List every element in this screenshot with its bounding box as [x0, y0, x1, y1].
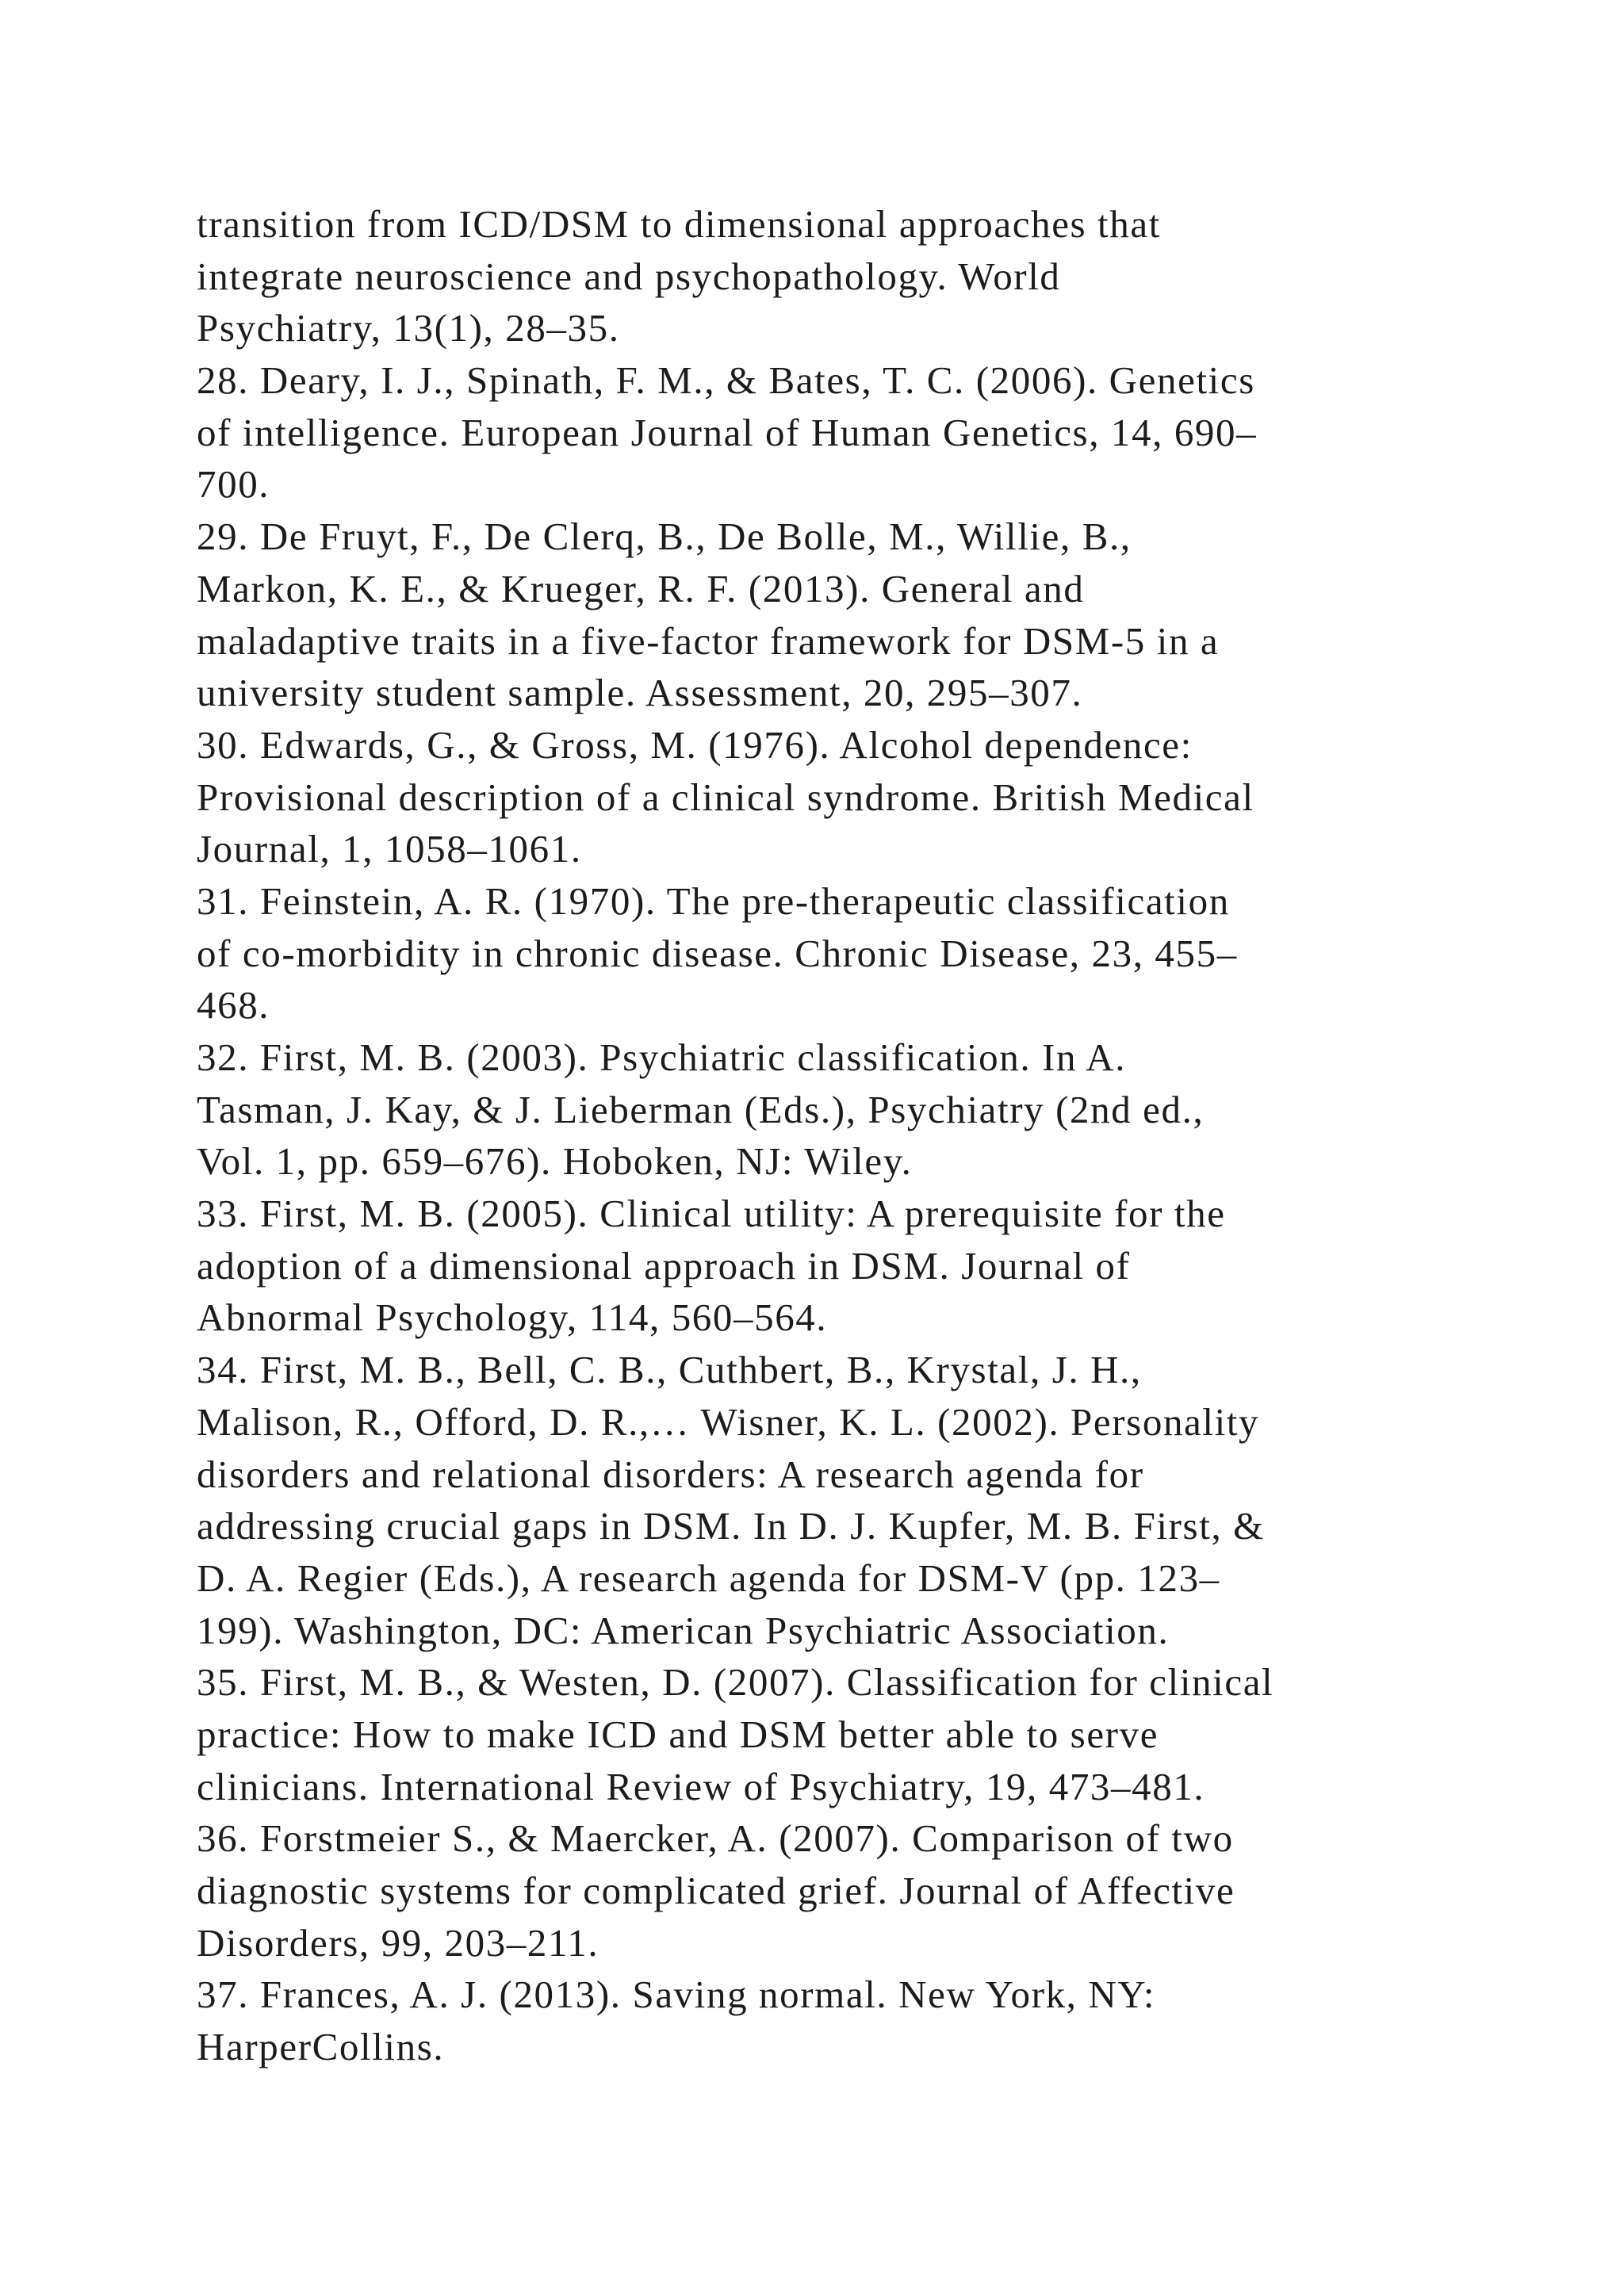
text-line: Tasman, J. Kay, & J. Lieberman (Eds.), Psychiatry (2nd ed.,: [197, 1087, 1205, 1131]
text-line: Vol. 1, pp. 659–676). Hoboken, NJ: Wiley.: [197, 1139, 913, 1184]
text-line: diagnostic systems for complicated grief. Journal of Affective: [197, 1869, 1235, 1912]
text-line: Disorders, 99, 203–211.: [197, 1920, 599, 1965]
text-line: maladaptive traits in a five-factor framework for DSM-5 in a: [197, 618, 1220, 663]
text-line: 29. De Fruyt, F., De Clerq, B., De Bolle, M., Willie, B.,: [197, 515, 1132, 559]
text-line: addressing crucial gaps in DSM. In D. J. Kupfer, M. B. First, &: [197, 1504, 1265, 1548]
text-line: 700.: [197, 462, 270, 507]
text-line: transition from ICD/DSM to dimensional approaches that: [197, 202, 1161, 246]
text-line: Malison, R., Offord, D. R.,… Wisner, K. L. (2002). Personality: [197, 1399, 1260, 1444]
text-line: 36. Forstmeier S., & Maercker, A. (2007). Comparison of two: [197, 1816, 1234, 1861]
text-line: Journal, 1, 1058–1061.: [197, 827, 582, 871]
text-line: 199). Washington, DC: American Psychiatric Association.: [197, 1608, 1170, 1652]
text-line: 37. Frances, A. J. (2013). Saving normal. New York, NY:: [197, 1973, 1156, 2017]
text-line: 30. Edwards, G., & Gross, M. (1976). Alcohol dependence:: [197, 722, 1193, 767]
text-line: D. A. Regier (Eds.), A research agenda for DSM-V (pp. 123–: [197, 1556, 1220, 1600]
text-line: clinicians. International Review of Psychiatry, 19, 473–481.: [197, 1764, 1205, 1808]
text-line: 28. Deary, I. J., Spinath, F. M., & Bates, T. C. (2006). Genetics: [197, 358, 1255, 403]
text-line: 34. First, M. B., Bell, C. B., Cuthbert, B., Krystal, J. H.,: [197, 1348, 1142, 1392]
text-line: adoption of a dimensional approach in DSM. Journal of: [197, 1243, 1131, 1288]
text-line: disorders and relational disorders: A research agenda for: [197, 1452, 1144, 1496]
text-line: HarperCollins.: [197, 2025, 445, 2069]
text-line: integrate neuroscience and psychopathology. World: [197, 254, 1061, 298]
text-line: of co-morbidity in chronic disease. Chronic Disease, 23, 455–: [197, 931, 1238, 975]
text-line: 33. First, M. B. (2005). Clinical utility: A prerequisite for the: [197, 1192, 1226, 1236]
reference-list: [197, 198, 1465, 2073]
text-line: Psychiatry, 13(1), 28–35.: [197, 306, 620, 350]
text-line: university student sample. Assessment, 20, 295–307.: [197, 671, 1083, 715]
text-line: 468.: [197, 983, 270, 1027]
text-line: Markon, K. E., & Krueger, R. F. (2013). General and: [197, 566, 1085, 610]
text-line: 32. First, M. B. (2003). Psychiatric classification. In A.: [197, 1035, 1127, 1079]
text-line: 35. First, M. B., & Westen, D. (2007). Classification for clinical: [197, 1660, 1274, 1705]
text-line: 31. Feinstein, A. R. (1970). The pre-therapeutic classification: [197, 878, 1230, 923]
text-line: Provisional description of a clinical syndrome. British Medical: [197, 775, 1254, 819]
text-line: practice: How to make ICD and DSM better able to serve: [197, 1712, 1159, 1756]
text-line: of intelligence. European Journal of Human Genetics, 14, 690–: [197, 410, 1258, 454]
text-line: Abnormal Psychology, 114, 560–564.: [197, 1295, 828, 1340]
